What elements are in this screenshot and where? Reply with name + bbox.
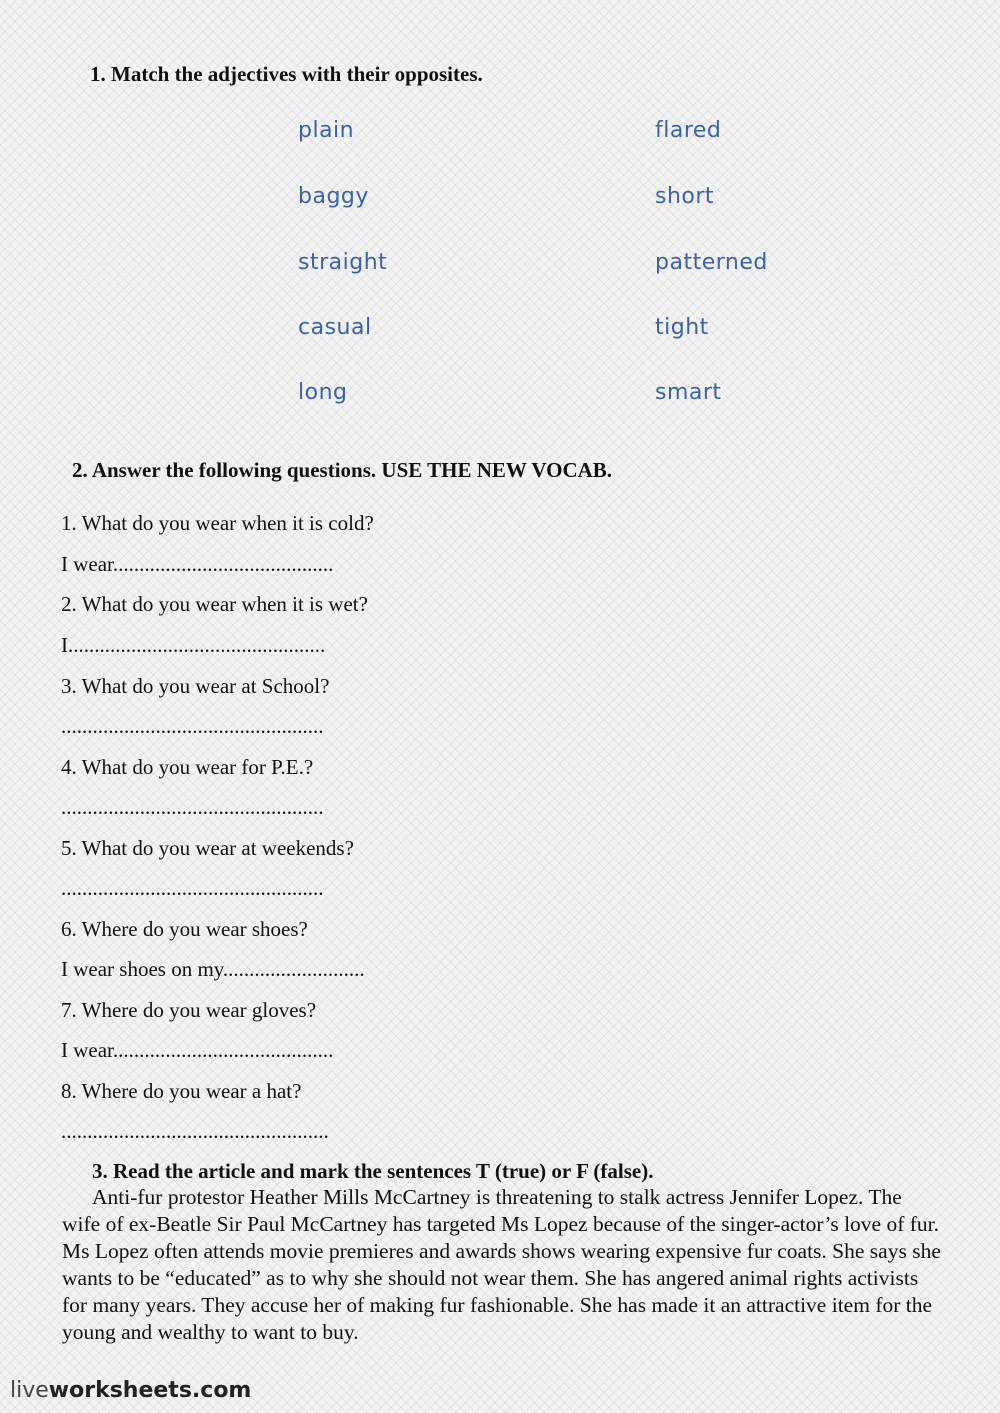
right-word-patterned[interactable]: patterned: [655, 250, 768, 275]
right-word-tight[interactable]: tight: [655, 315, 709, 340]
question-8: 8. Where do you wear a hat?: [61, 1079, 302, 1103]
article-text: Anti-fur protestor Heather Mills McCartney is threatening to stalk actress Jennifer Lopez. The wife of ex-Beatle Sir Paul McCartney has targeted Ms Lopez because of the singer-actor’s love of fur. Ms Lopez often attends movie premieres and awards shows wearing expensive fur coats. She says she wants to be “educated” as to why she should not wear them. She has angered animal rights activists for many years. They accuse her of making fur fashionable. She has made it an attractive item for the young and wealthy to want to buy.: [62, 1185, 941, 1344]
answer-8[interactable]: ...................................................: [61, 1119, 329, 1143]
answer-7[interactable]: I wear..........................................: [61, 1038, 334, 1062]
question-6: 6. Where do you wear shoes?: [61, 917, 308, 941]
right-word-flared[interactable]: flared: [655, 118, 722, 143]
right-word-smart[interactable]: smart: [655, 380, 722, 405]
left-word-casual[interactable]: casual: [298, 315, 372, 340]
answer-3[interactable]: ..................................................: [61, 714, 324, 738]
question-1: 1. What do you wear when it is cold?: [61, 511, 374, 535]
section1-heading: 1. Match the adjectives with their opposites.: [90, 62, 483, 86]
liveworksheets-logo: [10, 1378, 251, 1403]
answer-6[interactable]: I wear shoes on my...........................: [61, 957, 365, 981]
logo-brand: worksheets: [48, 1378, 192, 1403]
question-2: 2. What do you wear when it is wet?: [61, 592, 368, 616]
logo-suffix: .com: [191, 1378, 252, 1403]
right-word-short[interactable]: short: [655, 184, 715, 209]
question-3: 3. What do you wear at School?: [61, 674, 330, 698]
section3-heading: 3. Read the article and mark the sentences T (true) or F (false).: [92, 1159, 654, 1183]
answer-1[interactable]: I wear..........................................: [61, 552, 334, 576]
left-word-plain[interactable]: plain: [298, 118, 355, 143]
question-5: 5. What do you wear at weekends?: [61, 836, 354, 860]
left-word-long[interactable]: long: [298, 380, 348, 405]
left-word-straight[interactable]: straight: [298, 250, 388, 275]
section2-heading: 2. Answer the following questions. USE THE NEW VOCAB.: [72, 458, 613, 482]
answer-5[interactable]: ..................................................: [61, 876, 324, 900]
question-7: 7. Where do you wear gloves?: [61, 998, 317, 1022]
logo-prefix: live: [10, 1378, 49, 1403]
left-word-baggy[interactable]: baggy: [298, 184, 369, 209]
answer-2[interactable]: I.................................................: [61, 633, 326, 657]
answer-4[interactable]: ..................................................: [61, 795, 324, 819]
question-4: 4. What do you wear for P.E.?: [61, 755, 314, 779]
